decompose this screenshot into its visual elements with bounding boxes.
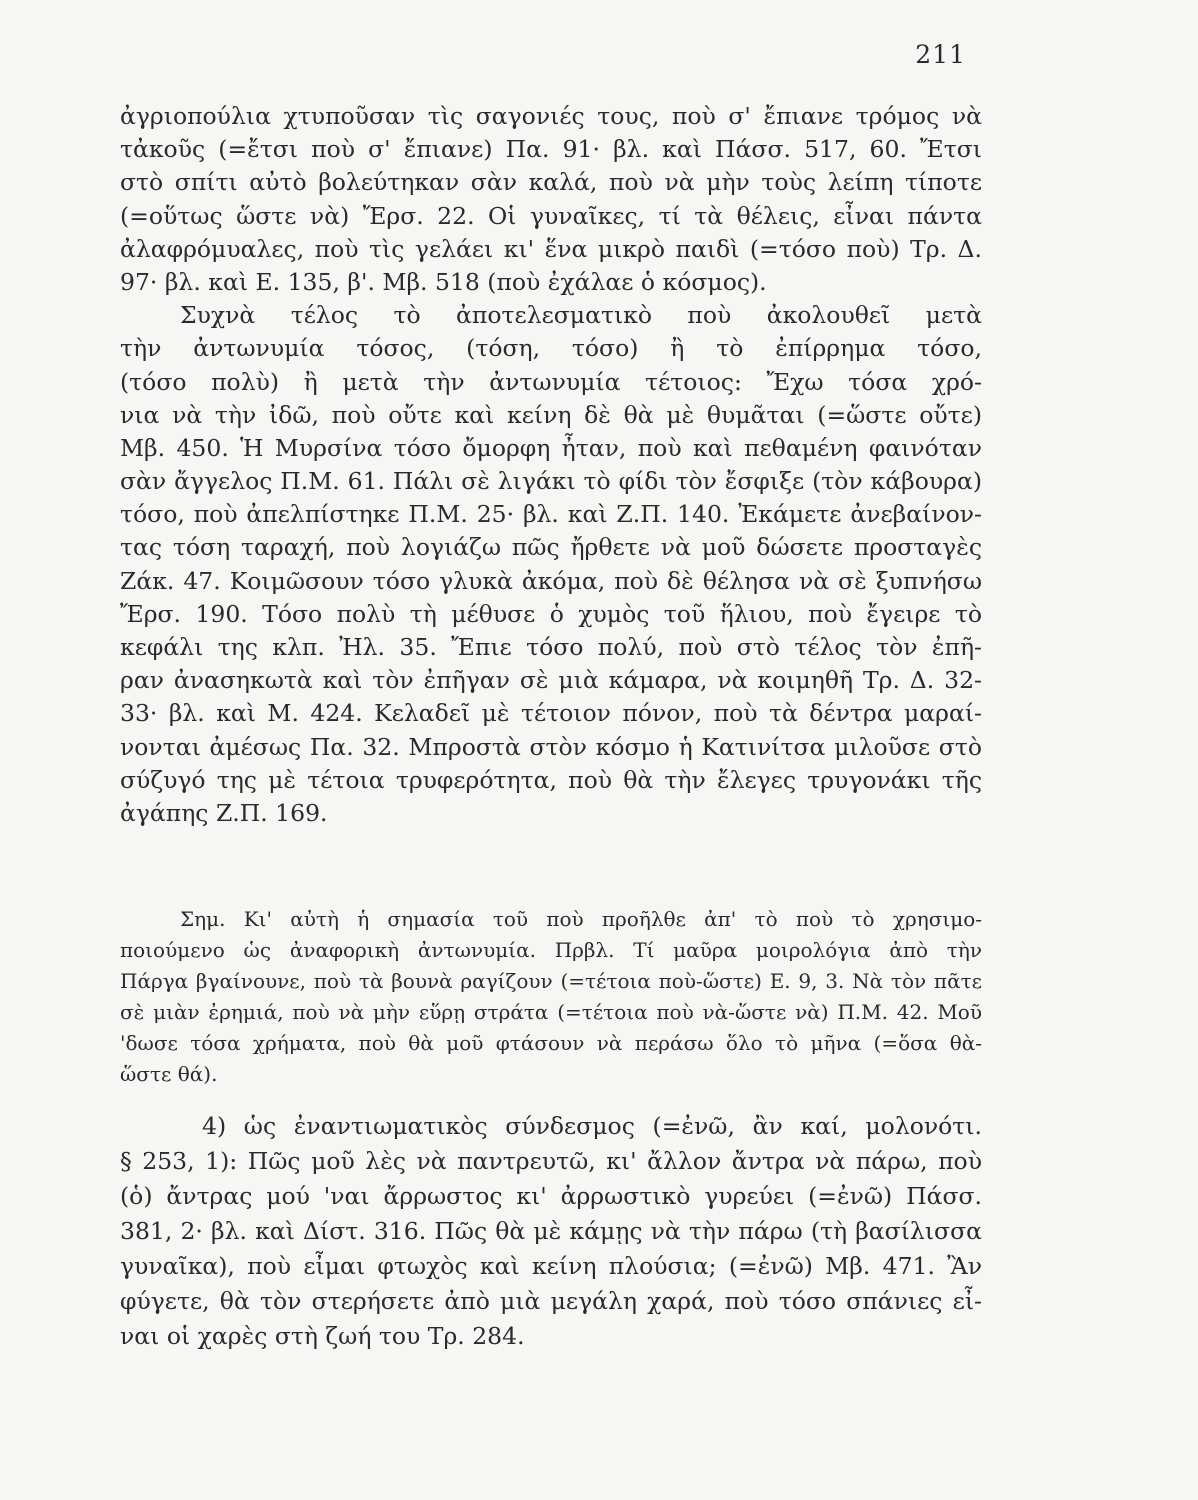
note-line: σὲ μιὰν ἐρημιά, ποὺ νὰ μὴν εὕρῃ στράτα (=τέτοια ποὺ νὰ-ὥστε νὰ) Π.Μ. 42. Μοῦ xyxy=(120,1000,982,1024)
text-line: 97· βλ. καὶ Ε. 135, β'. Μβ. 518 (ποὺ ἐχάλαε ὁ κόσμος). xyxy=(120,267,767,296)
text-line: φύγετε, θὰ τὸν στερήσετε ἀπὸ μιὰ μεγάλη χαρά, ποὺ τόσο σπάνιες εἶ- xyxy=(120,1287,982,1315)
text-line: § 253, 1): Πῶς μοῦ λὲς νὰ παντρευτῶ, κι' ἄλλον ἄντρα νὰ πάρω, ποὺ xyxy=(120,1147,982,1175)
note-line: 'δωσε τόσα χρήματα, ποὺ θὰ μοῦ φτάσουν νὰ περάσω ὅλο τὸ μῆνα (=ὅσα θὰ- xyxy=(120,1031,982,1055)
note-line: ποιούμενο ὡς ἀναφορικὴ ἀντωνυμία. Πρβλ. Τί μαῦρα μοιρολόγια ἀπὸ τὴν xyxy=(120,938,982,962)
text-line: τας τόση ταραχή, ποὺ λογιάζω πῶς ἤρθετε νὰ μοῦ δώσετε προσταγὲς xyxy=(120,533,982,562)
text-line: τἀκοῦς (=ἔτσι ποὺ σ' ἔπιανε) Πα. 91· βλ. καὶ Πάσσ. 517, 60. Ἔτσι xyxy=(120,135,982,164)
text-line: (ὁ) ἄντρας μού 'ναι ἄρρωστος κι' ἀρρωστικὸ γυρεύει (=ἐνῶ) Πάσσ. xyxy=(120,1182,982,1210)
text-line: γυναῖκα), ποὺ εἶμαι φτωχὸς καὶ κείνη πλούσια; (=ἐνῶ) Μβ. 471. Ἂν xyxy=(120,1252,982,1280)
note-line: ὥστε θά). xyxy=(120,1062,218,1086)
text-line: Συχνὰ τέλος τὸ ἀποτελεσματικὸ ποὺ ἀκολουθεῖ μετὰ xyxy=(180,301,982,330)
text-line: τόσο, ποὺ ἀπελπίστηκε Π.Μ. 25· βλ. καὶ Ζ.Π. 140. Ἐκάμετε ἀνεβαίνον- xyxy=(120,500,982,529)
note-line: Σημ. Κι' αὐτὴ ἡ σημασία τοῦ ποὺ προῆλθε ἀπ' τὸ ποὺ τὸ χρησιμο- xyxy=(180,907,982,931)
text-line: ναι οἱ χαρὲς στὴ ζωή του Τρ. 284. xyxy=(120,1322,525,1350)
text-line: ἀγριοπούλια χτυποῦσαν τὶς σαγονιές τους, ποὺ σ' ἔπιανε τρόμος νὰ xyxy=(120,102,982,130)
text-line: 4) ὡς ἐναντιωματικὸς σύνδεσμος (=ἐνῶ, ἂν καί, μολονότι. xyxy=(202,1112,982,1140)
text-line: κεφάλι της κλπ. Ἠλ. 35. Ἔπιε τόσο πολύ, ποὺ στὸ τέλος τὸν ἐπῆ- xyxy=(120,633,982,661)
text-line: 33· βλ. καὶ Μ. 424. Κελαδεῖ μὲ τέτοιον πόνον, ποὺ τὰ δέντρα μαραί- xyxy=(120,699,982,728)
page-number: 211 xyxy=(915,40,966,69)
text-line: ἀλαφρόμυαλες, ποὺ τὶς γελάει κι' ἕνα μικρὸ παιδὶ (=τόσο ποὺ) Τρ. Δ. xyxy=(120,234,982,263)
text-line: Ζάκ. 47. Κοιμῶσουν τόσο γλυκὰ ἀκόμα, ποὺ δὲ θέλησα νὰ σὲ ξυπνήσω xyxy=(120,566,982,595)
text-line: τὴν ἀντωνυμία τόσος, (τόση, τόσο) ἢ τὸ ἐπίρρημα τόσο, xyxy=(120,334,982,363)
text-line: Μβ. 450. Ἡ Μυρσίνα τόσο ὄμορφη ἦταν, ποὺ καὶ πεθαμένη φαινόταν xyxy=(120,433,982,462)
note-block xyxy=(120,904,982,1090)
note-line: Πάργα βγαίνουνε, ποὺ τὰ βουνὰ ραγίζουν (=τέτοια ποὺ-ὥστε) Ε. 9, 3. Νὰ τὸν πᾶτε xyxy=(120,969,982,993)
text-line: νια νὰ τὴν ἰδῶ, ποὺ οὔτε καὶ κείνη δὲ θὰ μὲ θυμᾶται (=ὥστε οὔτε) xyxy=(120,400,982,429)
text-line: ἀγάπης Ζ.Π. 169. xyxy=(120,798,328,827)
text-line: νονται ἀμέσως Πα. 32. Μπροστὰ στὸν κόσμο ἡ Κατινίτσα μιλοῦσε στὸ xyxy=(120,732,982,761)
text-line: σύζυγό της μὲ τέτοια τρυφερότητα, ποὺ θὰ τὴν ἔλεγες τρυγονάκι τῆς xyxy=(120,765,982,794)
text-line: σὰν ἄγγελος Π.Μ. 61. Πάλι σὲ λιγάκι τὸ φίδι τὸν ἔσφιξε (τὸν κάβουρα) xyxy=(120,467,982,496)
text-line: (=οὕτως ὥστε νὰ) Ἔρσ. 22. Οἱ γυναῖκες, τί τὰ θέλεις, εἶναι πάντα xyxy=(120,201,982,230)
text-line: Ἔρσ. 190. Τόσο πολὺ τὴ μέθυσε ὁ χυμὸς τοῦ ἥλιου, ποὺ ἔγειρε τὸ xyxy=(120,599,982,628)
section-4 xyxy=(120,1109,982,1354)
text-line: στὸ σπίτι αὐτὸ βολεύτηκαν σὰν καλά, ποὺ νὰ μὴν τοὺς λείπη τίποτε xyxy=(120,168,982,197)
main-text xyxy=(120,100,982,830)
text-line: ραν ἀνασηκωτὰ καὶ τὸν ἐπῆγαν σὲ μιὰ κάμαρα, νὰ κοιμηθῆ Τρ. Δ. 32- xyxy=(120,666,982,695)
text-line: 381, 2· βλ. καὶ Δίστ. 316. Πῶς θὰ μὲ κάμῃς νὰ τὴν πάρω (τὴ βασίλισσα xyxy=(120,1217,982,1245)
text-line: (τόσο πολὺ) ἢ μετὰ τὴν ἀντωνυμία τέτοιος: Ἔχω τόσα χρό- xyxy=(120,367,982,396)
